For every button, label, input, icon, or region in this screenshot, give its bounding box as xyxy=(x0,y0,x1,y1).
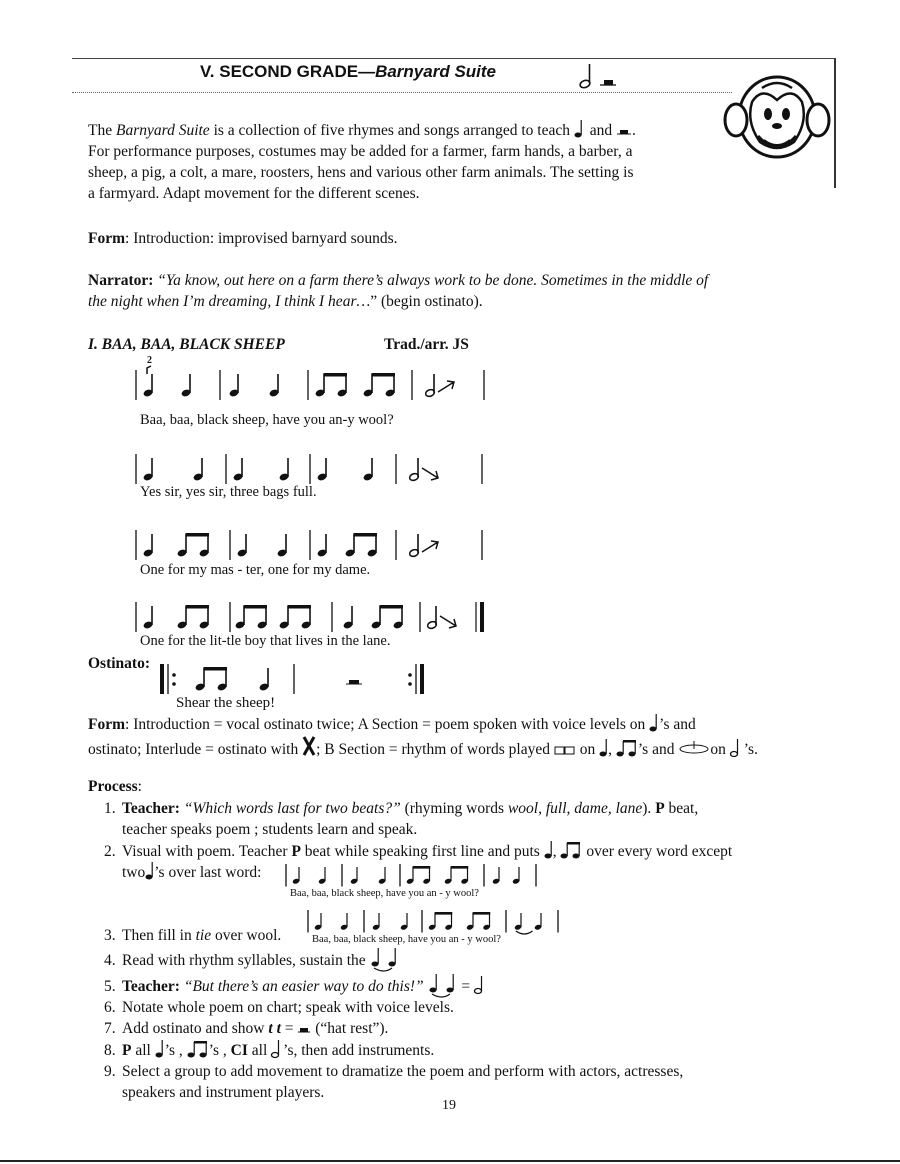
quarter-note xyxy=(317,534,328,558)
list-item: 6. Notate whole poem on chart; speak with voice levels. xyxy=(104,999,454,1017)
quarter-note-icon xyxy=(574,120,586,138)
quarter-note xyxy=(534,913,542,931)
eighth-notes-icon xyxy=(560,841,582,859)
ostinato-lyric: Shear the sheep! xyxy=(176,695,276,711)
voice-level-marker: 2 xyxy=(147,355,152,366)
quarter-note xyxy=(512,867,520,885)
eighth-note-pair xyxy=(195,667,228,692)
ostinato-label: Ostinato: xyxy=(88,655,150,672)
song-title: I. BAA, BAA, BLACK SHEEP xyxy=(88,336,285,353)
process-lyric-example-1: Baa, baa, black sheep, have you an - y wool? xyxy=(290,888,479,899)
half-note-icon xyxy=(730,739,744,757)
quarter-note-icon xyxy=(599,739,608,757)
half-note-and-half-rest-icon xyxy=(576,62,626,95)
page-title: V. SECOND GRADE—Barnyard Suite xyxy=(200,62,497,81)
x-mark-icon xyxy=(302,735,316,757)
repeat-dot xyxy=(408,682,412,686)
eighth-note-pair xyxy=(279,605,312,630)
list-item: 2. Visual with poem. Teacher P beat while speaking first line and puts , over every word except xyxy=(104,842,733,860)
quarter-note xyxy=(314,913,322,931)
half-note-icon xyxy=(474,976,486,994)
quarter-note xyxy=(237,534,248,558)
eighth-note-pair xyxy=(428,912,452,931)
eighth-note-pair xyxy=(235,605,268,630)
rhythm-line-4 xyxy=(134,594,494,638)
quarter-note xyxy=(514,913,522,931)
list-item: 9. Select a group to add movement to dramatize the poem and perform with actors, actresses, xyxy=(104,1062,684,1080)
list-item: 4. Read with rhythm syllables, sustain the xyxy=(104,946,732,971)
quarter-note-icon xyxy=(649,714,659,732)
quarter-note xyxy=(363,458,374,482)
rhythm-line-3 xyxy=(134,522,494,566)
quarter-note xyxy=(233,458,244,482)
ostinato-rhythm xyxy=(160,656,440,696)
quarter-note xyxy=(181,374,192,398)
eighth-note-pair xyxy=(444,866,468,885)
lyric-line-1: Baa, baa, black sheep, have you an-y wool? xyxy=(140,412,394,428)
eighth-notes-icon xyxy=(616,739,638,757)
header-rule xyxy=(72,58,834,59)
woodblock-icon xyxy=(554,743,576,757)
half-note-falling xyxy=(427,606,456,630)
quarter-note xyxy=(193,458,204,482)
quarter-note xyxy=(343,606,354,630)
intro-paragraph: The Barnyard Suite is a collection of five rhymes and songs arranged to teach and . For performance purposes, costumes may be added for a farmer, farm hands, a barber, a sheep, a pig, a colt, a mare, roosters, hens and various other farm animals. The setting is a farmyard. Adapt movement for the different scenes. xyxy=(88,122,636,202)
eighth-note-pair xyxy=(363,373,396,398)
eighth-note-pair xyxy=(315,373,348,398)
list-item: 7. Add ostinato and show t t = (“hat rest”). xyxy=(104,1020,389,1038)
quarter-note xyxy=(277,534,288,558)
list-item: 3. Then fill in tie over wool. xyxy=(104,927,282,945)
quarter-note xyxy=(350,867,358,885)
list-item: 5. Teacher: “But there’s an easier way to do this!” = xyxy=(104,972,732,997)
quarter-note xyxy=(269,374,280,398)
process-lyric-example-2: Baa, baa, black sheep, have you an - y wool? xyxy=(312,934,501,945)
list-item: 8. P all ’s , ’s , CI all ’s, then add instruments. xyxy=(104,1041,435,1059)
quarter-note xyxy=(400,913,408,931)
quarter-note xyxy=(143,606,154,630)
quarter-note xyxy=(378,867,386,885)
drum-icon xyxy=(678,741,710,757)
page-frame-right xyxy=(834,58,836,188)
tied-notes-icon xyxy=(428,972,458,994)
repeat-dot xyxy=(408,673,412,677)
quarter-note xyxy=(372,913,380,931)
quarter-note xyxy=(229,374,240,398)
monkey-face-icon xyxy=(722,62,832,177)
half-rest-icon xyxy=(297,1022,311,1036)
lyric-line-4: One for the lit-tle boy that lives in the lane. xyxy=(140,633,391,649)
tie xyxy=(516,931,533,934)
narrator-paragraph: Narrator: “Ya know, out here on a farm there’s always work to be done. Sometimes in the middle of the night when I’m dreaming, I think I hear…” (begin ostinato). xyxy=(88,272,709,310)
quarter-note xyxy=(143,458,154,482)
quarter-note-icon xyxy=(155,1040,165,1058)
quarter-note-icon xyxy=(145,862,154,880)
quarter-note xyxy=(259,668,270,692)
lyric-line-2: Yes sir, yes sir, three bags full. xyxy=(140,484,317,500)
repeat-dot xyxy=(172,682,176,686)
lyric-line-3: One for my mas - ter, one for my dame. xyxy=(140,562,371,578)
repeat-start-barline xyxy=(160,664,164,694)
eighth-note-pair xyxy=(177,605,210,630)
page-number: 19 xyxy=(442,1098,456,1113)
quarter-note xyxy=(143,374,154,398)
quarter-note xyxy=(340,913,348,931)
quarter-note xyxy=(143,534,154,558)
eighth-note-pair xyxy=(371,605,404,630)
half-note-rising xyxy=(409,534,438,558)
list-item: 1. Teacher: “Which words last for two beats?” (rhyming words wool, full, dame, lane). P beat, xyxy=(104,800,699,817)
voice-level-mark xyxy=(147,366,151,374)
quarter-note xyxy=(317,458,328,482)
repeat-end-barline xyxy=(420,664,424,694)
eighth-note-pair xyxy=(345,533,378,558)
process-rhythm-example-2 xyxy=(306,904,596,938)
final-barline xyxy=(480,602,484,632)
quarter-note-icon xyxy=(544,841,553,859)
rhythm-line-1 xyxy=(134,362,494,414)
half-note-icon xyxy=(271,1040,283,1058)
quarter-note xyxy=(279,458,290,482)
tied-notes-icon xyxy=(370,946,400,968)
header-rule-dotted xyxy=(72,92,732,93)
form-intro: Form: Introduction: improvised barnyard sounds. xyxy=(88,230,398,247)
quarter-note xyxy=(492,867,500,885)
half-rest-icon xyxy=(616,124,632,138)
process-list: 1. Teacher: “Which words last for two beats?” (rhyming words wool, full, dame, lane). P beat, teacher speaks poem ; students learn and speak. 2. Visual with poem. Teacher P beat while speaking first line and puts , over every word except two ’s over last word: 3. Then fill in tie over wool. 4. Read with rhythm syllables, sustain the 5. Teacher: “But there’s an easier way to do this!” = 6. Notate whole poem on chart; speak with voice levels. 7. Add ostinato and show t t = (“hat rest”). 8. P all ’s , ’s , CI all ’s, then add instruments. 9. Select a group to add movement to dramatize the poem and perform with actors, actresses, speakers and instrument players. xyxy=(104,800,733,1102)
half-note-falling xyxy=(409,458,438,482)
half-note-rising xyxy=(425,374,454,398)
form-description: Form: Introduction = vocal ostinato twice; A Section = poem spoken with voice levels on ’s and ostinato; Interlude = ostinato with ; B Section = rhythm of words played on , ’s and on ’s. xyxy=(88,716,758,758)
eighth-notes-icon xyxy=(187,1040,209,1058)
half-rest xyxy=(346,680,362,684)
process-rhythm-example-1 xyxy=(284,858,574,892)
repeat-dot xyxy=(172,673,176,677)
page-bottom-border xyxy=(0,1160,900,1162)
quarter-note xyxy=(318,867,326,885)
eighth-note-pair xyxy=(177,533,210,558)
process-heading: Process: xyxy=(88,778,142,795)
quarter-note xyxy=(292,867,300,885)
song-credit: Trad./arr. JS xyxy=(384,336,469,353)
eighth-note-pair xyxy=(406,866,430,885)
eighth-note-pair xyxy=(466,912,490,931)
